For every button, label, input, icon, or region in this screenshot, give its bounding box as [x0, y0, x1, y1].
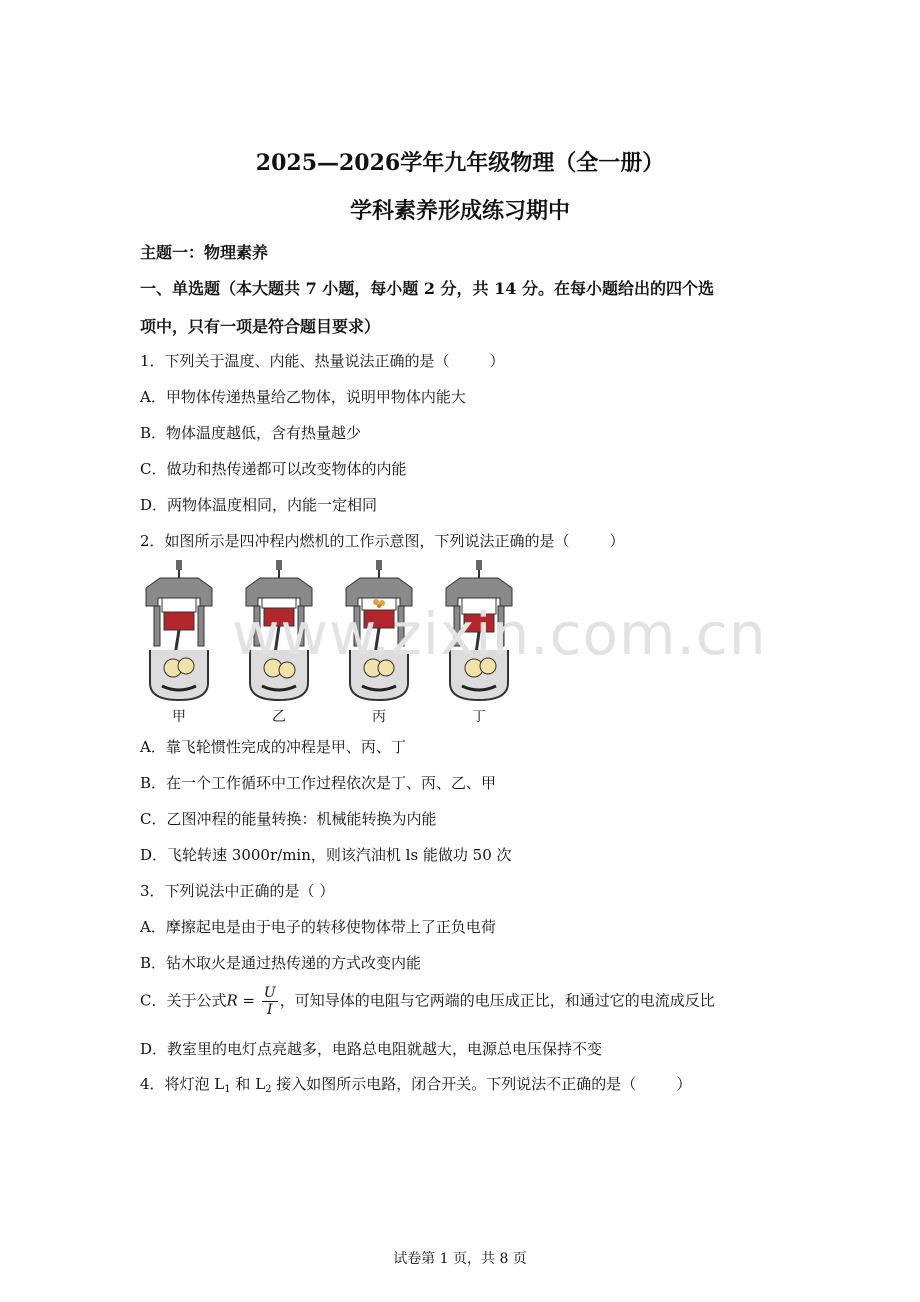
q4-stem — [140, 1073, 691, 1095]
engine-label-yi: 乙 — [272, 709, 286, 725]
engine-label-bing: 丙 — [372, 709, 386, 725]
q2-option-c: C．乙图冲程的能量转换：机械能转换为内能 — [140, 810, 437, 828]
q2-stem-end: ） — [609, 532, 625, 550]
q3-stem: 3．下列说法中正确的是（ ） — [140, 882, 335, 900]
q2-stem-text: 2．如图所示是四冲程内燃机的工作示意图，下列说法正确的是（ — [140, 532, 570, 550]
q1-option-c: C．做功和热传递都可以改变物体的内能 — [140, 460, 407, 478]
formula-numerator: U — [263, 985, 276, 1001]
q3-option-c-pre: C．关于公式 — [140, 991, 227, 1010]
q1-stem-end: ） — [489, 352, 505, 370]
q4-sub-1: 1 — [224, 1084, 231, 1095]
formula-denominator: I — [267, 1002, 273, 1018]
title-line2: 学科素养形成练习期中 — [349, 198, 570, 224]
q4-stem-end: ） — [676, 1075, 692, 1093]
q3-option-d: D．教室里的电灯点亮越多，电路总电阻就越大，电源总电压保持不变 — [140, 1040, 603, 1058]
watermark: www.zixin.com.cn — [232, 600, 767, 668]
q2-option-a: A．靠飞轮惯性完成的冲程是甲、丙、丁 — [140, 738, 406, 756]
q3-option-a: A．摩擦起电是由于电子的转移使物体带上了正负电荷 — [140, 918, 496, 936]
q1-option-b: B．物体温度越低，含有热量越少 — [140, 424, 362, 442]
engine-figure-jia — [140, 558, 218, 703]
section-heading-line1: 一、单选题（本大题共 7 小题，每小题 2 分，共 14 分。在每小题给出的四个选 — [140, 279, 714, 298]
title-line1: 2025—2026学年九年级物理（全一册） — [255, 150, 665, 176]
q4-stem-post: 接入如图所示电路，闭合开关。下列说法不正确的是（ — [271, 1075, 637, 1093]
q3-option-c-post: ，可知导体的电阻与它两端的电压成正比，和通过它的电流成反比 — [279, 991, 715, 1010]
q3-option-c — [140, 985, 715, 1018]
formula-r: R — [226, 991, 238, 1010]
section-heading-line2: 项中，只有一项是符合题目要求） — [140, 317, 381, 336]
formula-fraction — [262, 985, 278, 1018]
q4-stem-pre: 4．将灯泡 L — [140, 1075, 225, 1093]
q1-option-d: D．两物体温度相同，内能一定相同 — [140, 496, 378, 514]
formula-eq: = — [237, 991, 260, 1010]
engine-label-ding: 丁 — [472, 709, 486, 725]
theme-heading: 主题一：物理素养 — [140, 243, 269, 262]
q4-sub-2: 2 — [265, 1084, 272, 1095]
q4-stem-mid: 和 L — [230, 1075, 266, 1093]
q2-option-d: D．飞轮转速 3000r/min，则该汽油机 ls 能做功 50 次 — [140, 846, 512, 864]
q2-stem — [140, 530, 625, 551]
q1-stem-text: 1．下列关于温度、内能、热量说法正确的是（ — [140, 352, 450, 370]
q2-option-b: B．在一个工作循环中工作过程依次是丁、丙、乙、甲 — [140, 774, 497, 792]
q3-option-b: B．钻木取火是通过热传递的方式改变内能 — [140, 954, 422, 972]
page-footer: 试卷第 1 页，共 8 页 — [393, 1251, 527, 1267]
q1-option-a: A．甲物体传递热量给乙物体，说明甲物体内能大 — [140, 388, 466, 406]
engine-label-jia: 甲 — [172, 709, 186, 725]
q1-stem — [140, 350, 505, 371]
